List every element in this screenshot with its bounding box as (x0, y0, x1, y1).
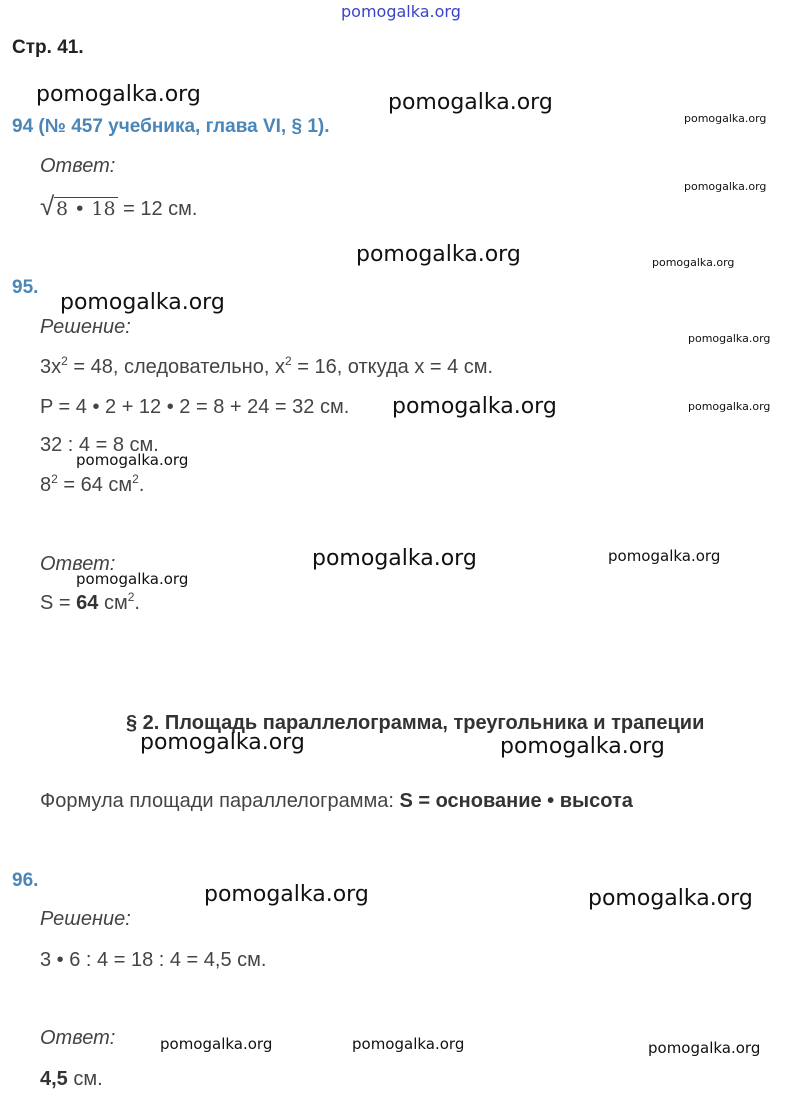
exercise-96-solution-label: Решение: (40, 908, 131, 930)
exercise-95-line-1 (40, 356, 493, 379)
answer-value: 4,5 (40, 1068, 68, 1090)
exercise-96-number: 96. (12, 870, 39, 891)
page-title: Стр. 41. (12, 37, 84, 58)
exponent: 2 (51, 472, 58, 486)
exercise-94-answer-label: Ответ: (40, 155, 116, 177)
exercise-94-answer (40, 191, 198, 221)
exponent: 2 (284, 354, 292, 368)
section-title: § 2. Площадь параллелограмма, треугольника и трапеции (126, 712, 705, 734)
formula-line (40, 790, 633, 813)
watermark: pomogalka.org (312, 546, 477, 571)
watermark: pomogalka.org (140, 730, 305, 755)
exercise-95-line-2: P = 4 • 2 + 12 • 2 = 8 + 24 = 32 см. (40, 396, 350, 418)
watermark: pomogalka.org (392, 394, 557, 419)
watermark: pomogalka.org (204, 882, 369, 907)
watermark: pomogalka.org (76, 451, 189, 469)
exponent: 2 (61, 354, 68, 368)
exercise-95-line-3: 32 : 4 = 8 см. (40, 434, 159, 456)
text-run: . (134, 592, 140, 614)
text-run: = 48, следовательно, x (67, 356, 285, 378)
text-run: = 64 см (57, 474, 133, 496)
text-run: 3x (40, 356, 62, 378)
exercise-96-line-1: 3 • 6 : 4 = 18 : 4 = 4,5 см. (40, 949, 267, 971)
watermark: pomogalka.org (684, 112, 767, 125)
watermark: pomogalka.org (160, 1035, 273, 1053)
radical-sign-icon: √ (40, 191, 55, 221)
radicand: 8 • 18 (56, 198, 116, 220)
text-run: см (98, 592, 128, 614)
exponent: 2 (132, 472, 139, 486)
watermark: pomogalka.org (356, 242, 521, 267)
exercise-94-number: 94 (№ 457 учебника, глава VI, § 1). (12, 116, 330, 137)
watermark: pomogalka.org (684, 180, 767, 193)
formula-bold: S = основание • высота (399, 790, 633, 812)
watermark: pomogalka.org (60, 290, 225, 315)
watermark: pomogalka.org (588, 886, 753, 911)
watermark-top: pomogalka.org (341, 2, 461, 21)
watermark: pomogalka.org (352, 1035, 465, 1053)
exercise-94-result: = 12 см. (123, 198, 198, 220)
exercise-95-answer-label: Ответ: (40, 553, 116, 575)
exercise-96-answer (40, 1068, 103, 1091)
exercise-95-solution-label: Решение: (40, 316, 131, 338)
watermark: pomogalka.org (36, 82, 201, 107)
exercise-95-line-4 (40, 474, 144, 497)
exercise-95-number: 95. (12, 277, 39, 298)
watermark: pomogalka.org (688, 400, 771, 413)
watermark: pomogalka.org (608, 547, 721, 565)
formula-prefix: Формула площади параллелограмма: (40, 790, 400, 812)
exponent: 2 (127, 590, 135, 604)
watermark: pomogalka.org (76, 570, 189, 588)
text-run: = 16, откуда x = 4 см. (291, 356, 494, 378)
answer-value: 64 (76, 592, 99, 614)
watermark: pomogalka.org (500, 734, 665, 759)
watermark: pomogalka.org (648, 1039, 761, 1057)
text-run: см. (67, 1068, 103, 1090)
text-run: . (138, 474, 145, 496)
text-run: S = (40, 592, 77, 614)
watermark: pomogalka.org (652, 256, 735, 269)
exercise-95-answer (40, 592, 140, 615)
text-run: 8 (40, 474, 52, 496)
watermark: pomogalka.org (388, 90, 553, 115)
exercise-96-answer-label: Ответ: (40, 1027, 116, 1049)
square-root (40, 191, 118, 221)
watermark: pomogalka.org (688, 332, 771, 345)
